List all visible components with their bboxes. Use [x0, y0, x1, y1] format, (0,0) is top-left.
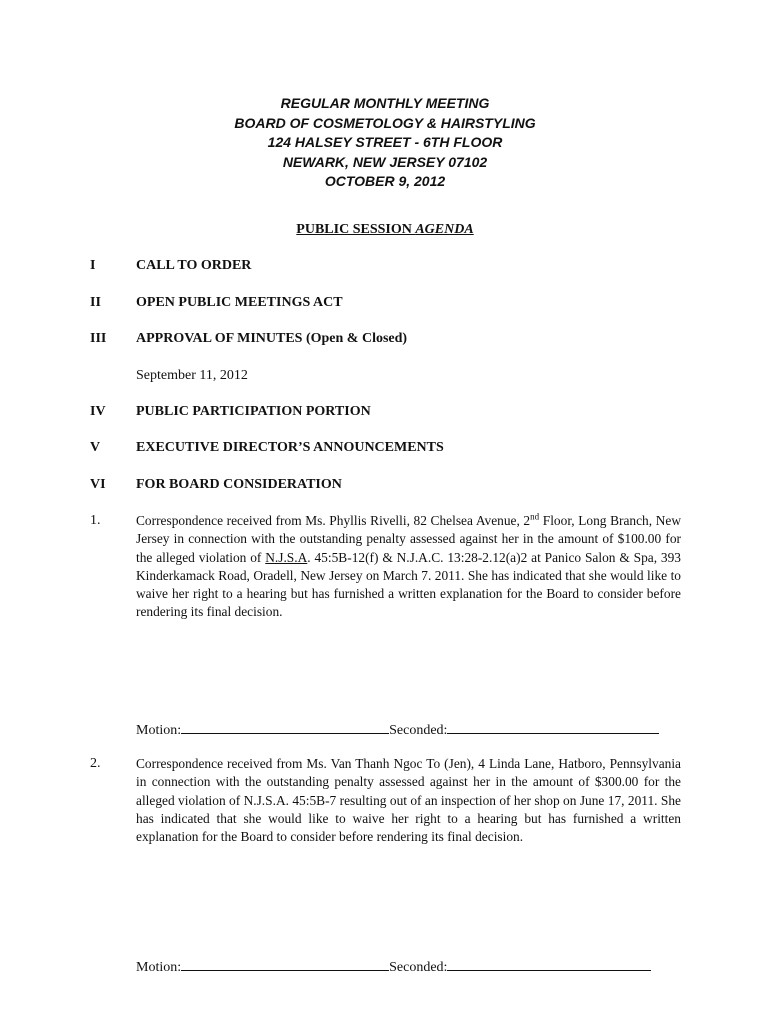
ordinal-suffix: nd	[530, 511, 540, 522]
agenda-item-number: I	[90, 258, 96, 273]
agenda-item-label: EXECUTIVE DIRECTOR’S ANNOUNCEMENTS	[136, 440, 444, 455]
seconded-blank[interactable]	[447, 956, 651, 971]
consideration-number: 2.	[90, 756, 101, 771]
motion-blank[interactable]	[181, 956, 389, 971]
para-text: Correspondence received from Ms. Phyllis Rivelli, 82 Chelsea Avenue, 2	[136, 513, 531, 528]
agenda-item-label: CALL TO ORDER	[136, 258, 252, 273]
consideration-paragraph: Correspondence received from Ms. Van Thanh Ngoc To (Jen), 4 Linda Lane, Hatboro, Pennsylvania in connection with the outstanding penalty assessed against her in the amount of $300.00 for the alleged violation of N.J.S.A. 45:5B-7 resulting out of an inspection of her shop on June 17, 2011. She has indicated that she would like to waive her right to a hearing but has furnished a written explanation for the Board to consider before rendering its final decision.	[136, 756, 681, 845]
agenda-item-label: APPROVAL OF MINUTES (Open & Closed)	[136, 331, 408, 346]
consideration-paragraph	[136, 512, 681, 622]
statute-reference: N.J.S.A	[265, 549, 308, 565]
motion-blank[interactable]	[181, 719, 389, 734]
agenda-title-main: PUBLIC SESSION	[296, 222, 416, 237]
agenda-item-number: II	[90, 295, 101, 310]
motion-label: Motion:	[136, 723, 182, 738]
motion-line	[136, 719, 659, 739]
seconded-label: Seconded:	[389, 960, 448, 975]
header-board-name: BOARD OF COSMETOLOGY & HAIRSTYLING	[234, 114, 536, 131]
minutes-date: September 11, 2012	[136, 368, 248, 383]
agenda-title	[0, 222, 770, 238]
agenda-item-number: V	[90, 440, 101, 455]
seconded-label: Seconded:	[389, 723, 448, 738]
agenda-item-label: OPEN PUBLIC MEETINGS ACT	[136, 295, 343, 310]
agenda-item-label: FOR BOARD CONSIDERATION	[136, 477, 342, 492]
header-meeting-type: REGULAR MONTHLY MEETING	[280, 95, 490, 111]
consideration-number: 1.	[90, 513, 101, 528]
seconded-blank[interactable]	[447, 719, 659, 734]
agenda-title-italic: AGENDA	[415, 222, 474, 237]
agenda-item-number: III	[90, 331, 107, 346]
motion-line	[136, 956, 651, 976]
header-city: NEWARK, NEW JERSEY 07102	[282, 153, 488, 170]
agenda-item-number: VI	[90, 477, 106, 492]
para-text: . 45:5B-12(f) & N.J.A.C. 13:28-2.12(a)2 at Panico Salon & Spa, 393 Kinderkamack Road, Oradell, New Jersey on March 7. 2011. She has indicated that she would like to waive her right to a hearing but has furnished a written explanation for the Board to consider before rendering its final decision.	[136, 549, 682, 620]
agenda-item-number: IV	[90, 404, 106, 419]
header-date: OCTOBER 9, 2012	[324, 173, 446, 189]
agenda-item-label: PUBLIC PARTICIPATION PORTION	[136, 404, 371, 419]
para-text: Floor, Long Branch, New Jersey in connection with the outstanding penalty assessed against her in the amount of $100.00 for the alleged violation of	[136, 513, 681, 565]
header-street: 124 HALSEY STREET - 6TH FLOOR	[267, 134, 503, 150]
motion-label: Motion:	[136, 960, 182, 975]
meeting-header	[0, 94, 770, 192]
